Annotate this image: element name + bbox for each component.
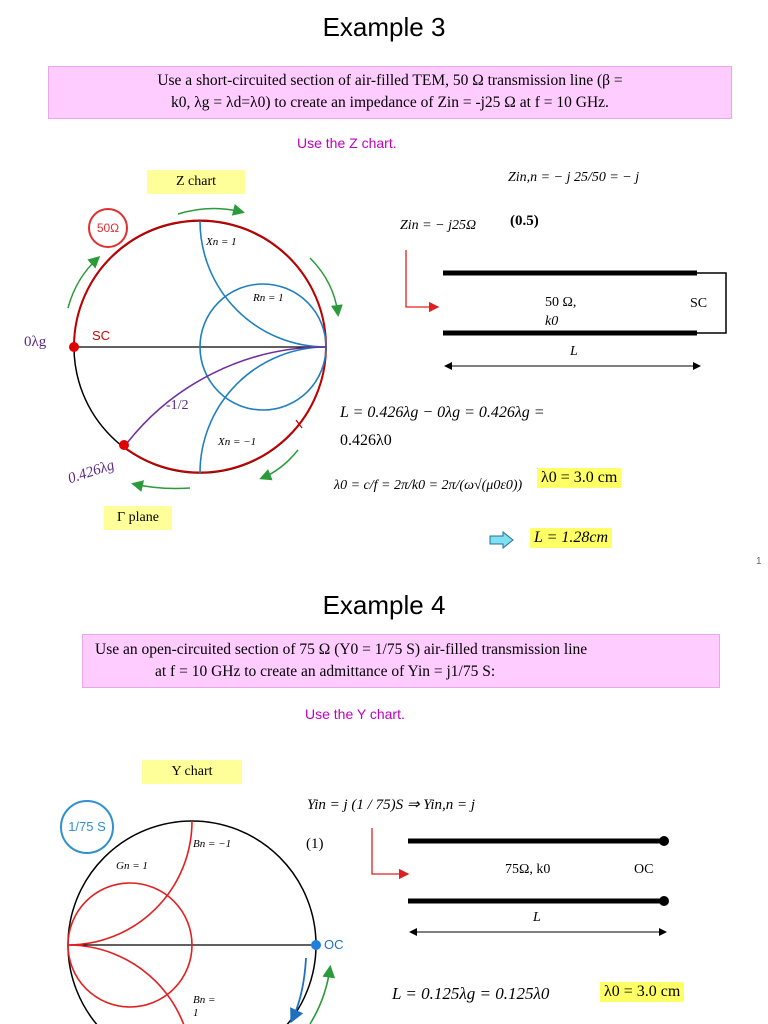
slide1-zinn-equation: Zin,n = − j 25/50 = − j [508,170,640,185]
slide1-rotation-arrow-3 [310,258,338,314]
slide1-impedance-badge: 50Ω [88,208,128,248]
slide1-rotation-arrow-5 [134,484,190,489]
slide2-chart-label: Y chart [142,760,242,784]
slide1-sc-point [69,342,79,352]
slide1-line-length-label: L [570,344,578,359]
slide2-chart-outer-circle [68,821,316,1024]
slide1-xn-neg1-label: Xn = −1 [218,436,257,448]
slide1-zin-equation: Zin = − j25Ω [400,218,477,233]
slide2-bn-neg1-label: Bn = −1 [193,838,232,850]
slide1-banner-line1: Use a short-circuited section of air-filled TEM, 50 Ω transmission line (β = [157,72,623,89]
slide2-oc-point [311,940,321,950]
slide2-rotation-arrow-blue [292,958,306,1020]
slide2-length-equation: L = 0.125λg = 0.125λ0 [392,984,550,1003]
slide2-line-oc-label: OC [634,862,654,877]
slide1-chart-label: Z chart [147,170,245,194]
slide1-page-number: 1 [756,556,762,567]
slide2-open-end-bottom [659,896,669,906]
slide1-banner-line2: k0, λg = λd=λ0) to create an impedance of Zin = -j25 Ω at f = 10 GHz. [171,94,609,111]
slide2-input-arrow [372,828,408,874]
slide2-gn1-label: Gn = 1 [116,860,148,872]
slide1-sc-label: SC [92,328,111,343]
slide2-title: Example 4 [322,590,446,620]
slide1-smith-chart [0,195,380,515]
slide1-line-impedance-label: 50 Ω, [545,295,577,310]
slide2-banner-line2: at f = 10 GHz to create an admittance of Yin = j1/75 S: [155,663,496,680]
slide2-value-one: (1) [306,836,324,852]
slide1-zin-point [119,440,129,450]
slide1-line-k0-label: k0 [545,314,559,329]
slide1-result-box: L = 1.28cm [530,528,612,548]
slide1-xn1-label: Xn = 1 [206,236,237,248]
slide1-rotation-arrow-2 [178,208,242,214]
slide2-line-length-label: L [533,910,541,925]
slide2-bn-pos1-label-line2: 1 [193,1007,199,1019]
slide2-admittance-badge: 1/75 S [60,800,114,854]
slide2-use-chart: Use the Y chart. [305,706,405,722]
slide2-banner-line1: Use an open-circuited section of 75 Ω (Y0 = 1/75 S) air-filled transmission line [95,641,588,658]
slide2-problem-banner [82,634,720,688]
slide2-open-end-top [659,836,669,846]
slide1-use-chart: Use the Z chart. [297,135,397,151]
slide1-length-equation-line2: 0.426λ0 [340,432,392,449]
slide2-line-diagram [360,826,680,944]
slide2-lambda-box: λ0 = 3.0 cm [600,982,684,1002]
slide1-title: Example 3 [322,12,446,42]
slide1-minus-half-label: -1/2 [166,398,189,413]
slide1-gamma-plane-label: Γ plane [104,506,172,530]
slide1-input-arrow [406,250,438,307]
slide1-line-sc-label: SC [690,296,708,311]
slide2-bn-pos1-label-line1: Bn = [193,994,216,1006]
slide2-line-impedance-label: 75Ω, k0 [505,862,551,877]
slide1-value-half: (0.5) [510,213,539,229]
slide1-zero-lambda-label: 0λg [24,334,47,350]
slide2-bn-pos1-arc [68,945,192,1024]
slide2-yin-equation: Yin = j (1 / 75)S ⇒ Yin,n = j [307,797,476,813]
slide1-rn1-label: Rn = 1 [253,292,284,304]
slide2-smith-chart [0,790,360,1024]
slide2-rotation-arrow-green [310,968,330,1024]
slide1-length-equation-line1: L = 0.426λg − 0λg = 0.426λg = [340,404,545,421]
slide1-lambda-equation: λ0 = c/f = 2π/k0 = 2π/(ω√(μ0ε0)) [334,478,523,493]
slide1-lambda-position-label: 0.426λg [66,457,117,488]
slide1-result-arrow [489,531,515,549]
slide2-bn-pos1-label [193,994,215,1020]
slide1-problem-banner [48,66,732,119]
slide2-oc-label: OC [324,937,344,952]
slide1-lambda-box: λ0 = 3.0 cm [537,468,621,488]
